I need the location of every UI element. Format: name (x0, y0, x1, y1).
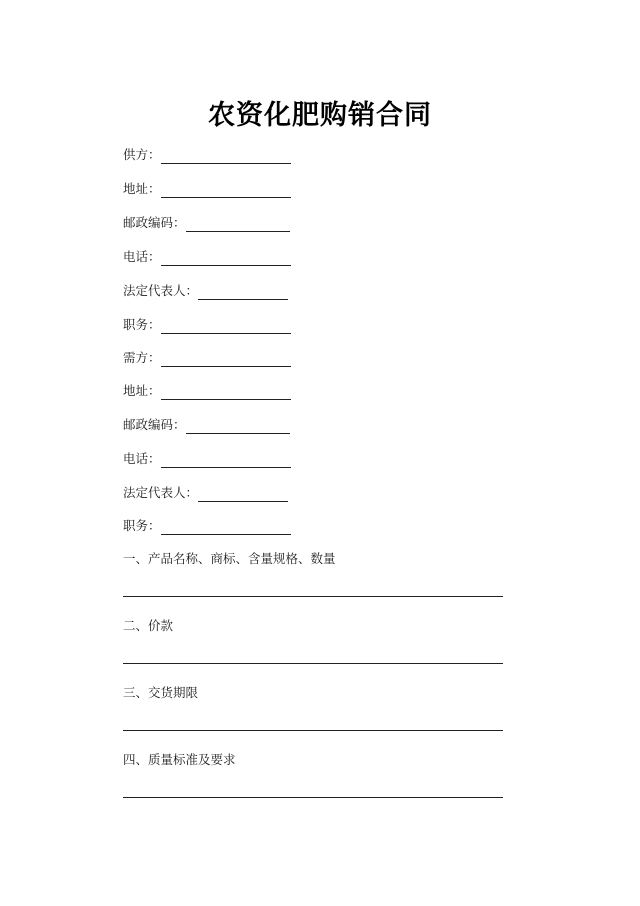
buyer-address-field (123, 382, 291, 400)
supplier-party-label: 供方： (123, 147, 161, 162)
buyer-phone-blank[interactable] (161, 454, 291, 468)
supplier-legal-rep-label: 法定代表人： (123, 283, 199, 298)
section-price-blank-line[interactable] (123, 663, 503, 664)
supplier-phone-label: 电话： (123, 249, 161, 264)
buyer-postcode-field (123, 416, 290, 434)
section-quality-blank-line[interactable] (123, 797, 503, 798)
supplier-legal-rep-field (123, 282, 288, 300)
supplier-party-blank[interactable] (161, 150, 291, 164)
buyer-position-blank[interactable] (161, 521, 291, 535)
supplier-address-blank[interactable] (161, 184, 291, 198)
section-product-blank-line[interactable] (123, 596, 503, 597)
buyer-legal-rep-field (123, 484, 288, 502)
buyer-legal-rep-label: 法定代表人： (123, 485, 199, 500)
supplier-phone-field (123, 248, 291, 266)
buyer-party-field (123, 349, 291, 367)
buyer-party-label: 需方： (123, 350, 161, 365)
supplier-postcode-field (123, 214, 290, 232)
section-delivery-blank-line[interactable] (123, 730, 503, 731)
supplier-party-field (123, 146, 291, 164)
buyer-phone-label: 电话： (123, 451, 161, 466)
buyer-party-blank[interactable] (161, 353, 291, 367)
supplier-position-field (123, 316, 291, 334)
supplier-postcode-blank[interactable] (186, 218, 290, 232)
supplier-postcode-label: 邮政编码： (123, 215, 186, 230)
section-heading-product: 一、产品名称、商标、含量规格、数量 (123, 551, 336, 566)
supplier-legal-rep-blank[interactable] (198, 286, 288, 300)
supplier-position-blank[interactable] (161, 320, 291, 334)
buyer-postcode-label: 邮政编码： (123, 417, 186, 432)
section-heading-delivery: 三、交货期限 (123, 685, 199, 700)
buyer-phone-field (123, 450, 291, 468)
buyer-address-blank[interactable] (161, 386, 291, 400)
section-heading-price: 二、价款 (123, 618, 174, 633)
supplier-phone-blank[interactable] (161, 252, 291, 266)
buyer-position-label: 职务： (123, 518, 161, 533)
supplier-address-field (123, 180, 291, 198)
buyer-postcode-blank[interactable] (186, 420, 290, 434)
buyer-address-label: 地址： (123, 383, 161, 398)
buyer-legal-rep-blank[interactable] (198, 488, 288, 502)
buyer-position-field (123, 517, 291, 535)
document-title: 农资化肥购销合同 (208, 100, 432, 131)
supplier-position-label: 职务： (123, 317, 161, 332)
supplier-address-label: 地址： (123, 181, 161, 196)
section-heading-quality: 四、质量标准及要求 (123, 752, 236, 767)
